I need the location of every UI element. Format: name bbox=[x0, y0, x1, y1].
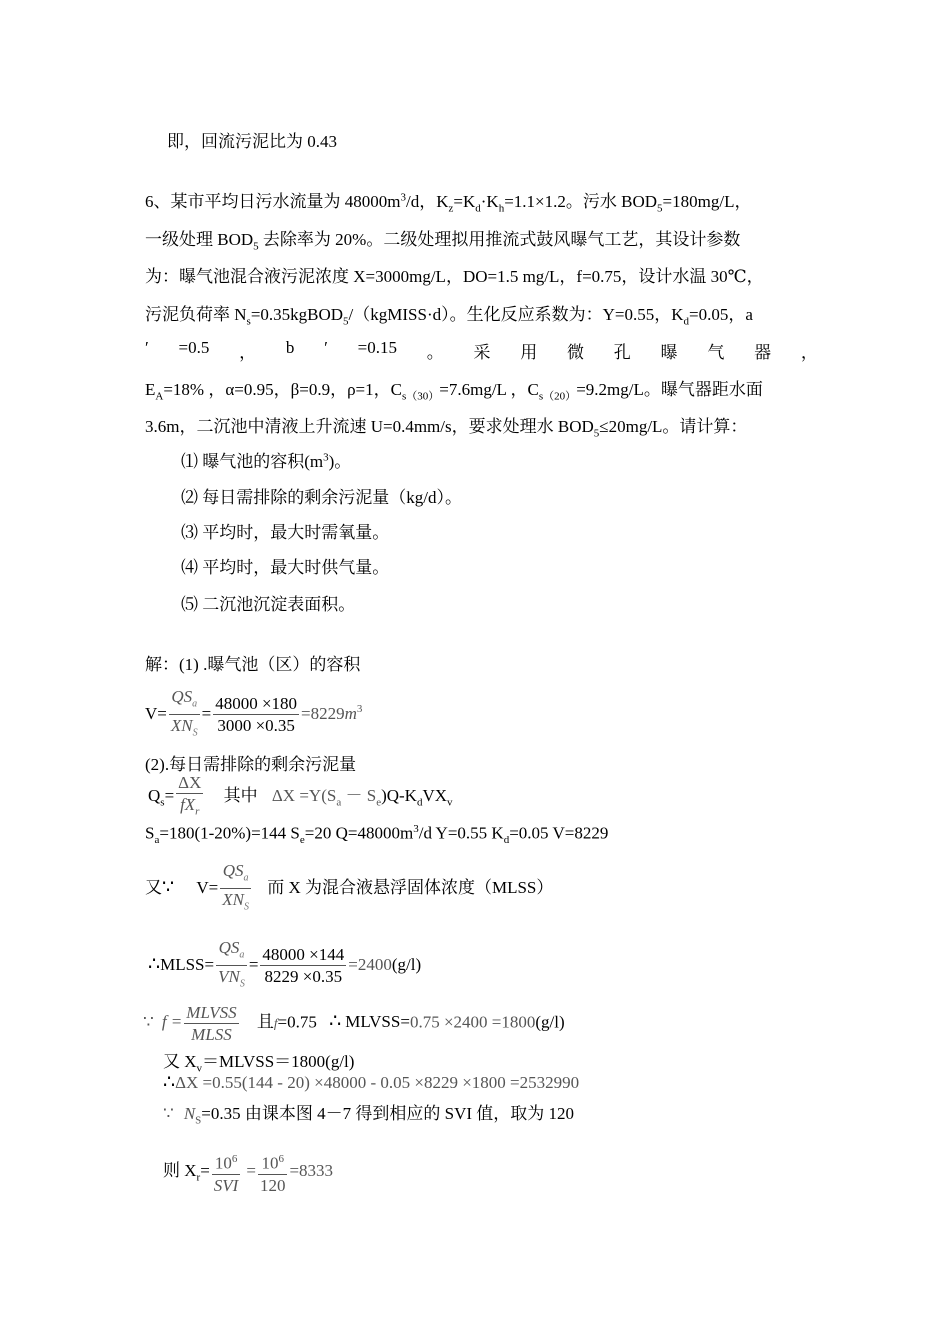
xr-formula: 则 $X_r=$ $\frac{10^6}{\text{SVI}}$ = $\frac{10^6}{120}$ =8333 bbox=[163, 1149, 333, 1196]
token: ， bbox=[239, 343, 257, 362]
qs-formula: $Q_s=$ $\frac{\Delta X}{fX_r}$ 其中 $\Delta X =Y(S_a - S_e)Q-K_dVX_v$ bbox=[148, 773, 453, 818]
problem-line-5 bbox=[145, 338, 818, 363]
svi-line: ∵ $N_S=0.35$ 由课本图 4－7 得到相应的 SVI 值，取为 120 bbox=[163, 1104, 575, 1127]
problem-line-3: 为：曝气池混合液污泥浓度 X=3000mg/L，DO=1.5 mg/L，f=0.75，设计水温 30℃， bbox=[145, 267, 764, 286]
token: 微 bbox=[567, 343, 585, 362]
token: =0.5 bbox=[178, 338, 210, 357]
mlss-formula: ∴MLSS= $\frac{QS_a}{VN_S}$ = $\frac{48000 \times 144}{8229 \times 0.35}$ =2400(g/l) bbox=[148, 938, 422, 990]
delta-x-calc: ∴ΔX =0.55(144 - 20) ×48000 - 0.05 ×8229 ×1800 =2532990 bbox=[163, 1072, 580, 1093]
xv-line: 又 $X_v=MLVSS=1800(g/l)$ bbox=[163, 1052, 355, 1075]
token: 用 bbox=[520, 343, 538, 362]
problem-line-6: $E_A=18\%$ ，α=0.95，β=0.9，ρ=1，$C_{s(30)}=7.6mg/L$ ，$C_{s(20)}=9.2mg/L$。曝气器距水面 bbox=[145, 380, 763, 403]
part2-heading: (2).每日需排除的剩余污泥量 bbox=[145, 755, 357, 774]
token: 采 bbox=[473, 343, 491, 362]
reflux-ratio-line: 即，回流污泥比为 0.43 bbox=[167, 132, 337, 151]
because-v-formula: 又∵ V= $\frac{QS_a}{XN_S}$ 而 X 为混合液悬浮固体浓度（MLSS） bbox=[145, 861, 554, 913]
question-3: ⑶ 平均时，最大时需氧量。 bbox=[181, 523, 390, 542]
question-1: ⑴ 曝气池的容积$(m^3)$。 bbox=[181, 451, 352, 471]
token: 气 bbox=[707, 343, 725, 362]
solution-heading: 解：(1) .曝气池（区）的容积 bbox=[145, 655, 361, 674]
volume-formula: V= $\frac{QS_a}{XN_S}$ = $\frac{48000 \times 180}{3000 \times 0.35}$ $=8229m^3$ bbox=[145, 687, 363, 739]
question-2: ⑵ 每日需排除的剩余污泥量（kg/d）。 bbox=[181, 488, 462, 507]
prime-mark: ′ bbox=[145, 338, 149, 357]
token: =0.15 bbox=[357, 338, 397, 357]
token: 。 bbox=[426, 343, 444, 362]
f-ratio-formula: ∵ f = $\frac{\text{MLVSS}}{\text{MLSS}}$ 且f=0.75 ∴ MLVSS=0.75 ×2400 =1800(g/l) bbox=[143, 1003, 565, 1044]
parameters-line: $S_a=180(1-20\%)=144$ $S_e=20$ $Q=48000m^3/d$ Y=0.55 $K_d=0.05$ V=8229 bbox=[145, 823, 609, 847]
token: ， bbox=[800, 343, 818, 362]
problem-line-4: 污泥负荷率 $N_s=0.35kgBOD_5/(kgMISS\cdot d)$。生化反应系数为：Y=0.55，$K_d=0.05$，a bbox=[145, 305, 753, 328]
token: 孔 bbox=[613, 343, 631, 362]
prime-mark: ′ bbox=[324, 338, 328, 357]
token: 器 bbox=[754, 343, 772, 362]
question-5: ⑸ 二沉池沉淀表面积。 bbox=[181, 595, 356, 614]
question-4: ⑷ 平均时，最大时供气量。 bbox=[181, 558, 390, 577]
token: b bbox=[285, 338, 295, 357]
problem-line-2: 一级处理 $BOD_5$ 去除率为 20%。二级处理拟用推流式鼓风曝气工艺，其设计参数 bbox=[145, 230, 741, 253]
problem-line-7: 3.6m，二沉池中清液上升流速 U=0.4mm/s，要求处理水 $BOD_5\le 20mg/L$。请计算： bbox=[145, 417, 748, 440]
problem-line-1: 6、某市平均日污水流量为 $48000m^3/d$，$K_z=K_d\cdot K_h=1.1\times 1.2$。污水 $BOD_5=180mg/L$， bbox=[145, 191, 752, 215]
token: 曝 bbox=[660, 343, 678, 362]
